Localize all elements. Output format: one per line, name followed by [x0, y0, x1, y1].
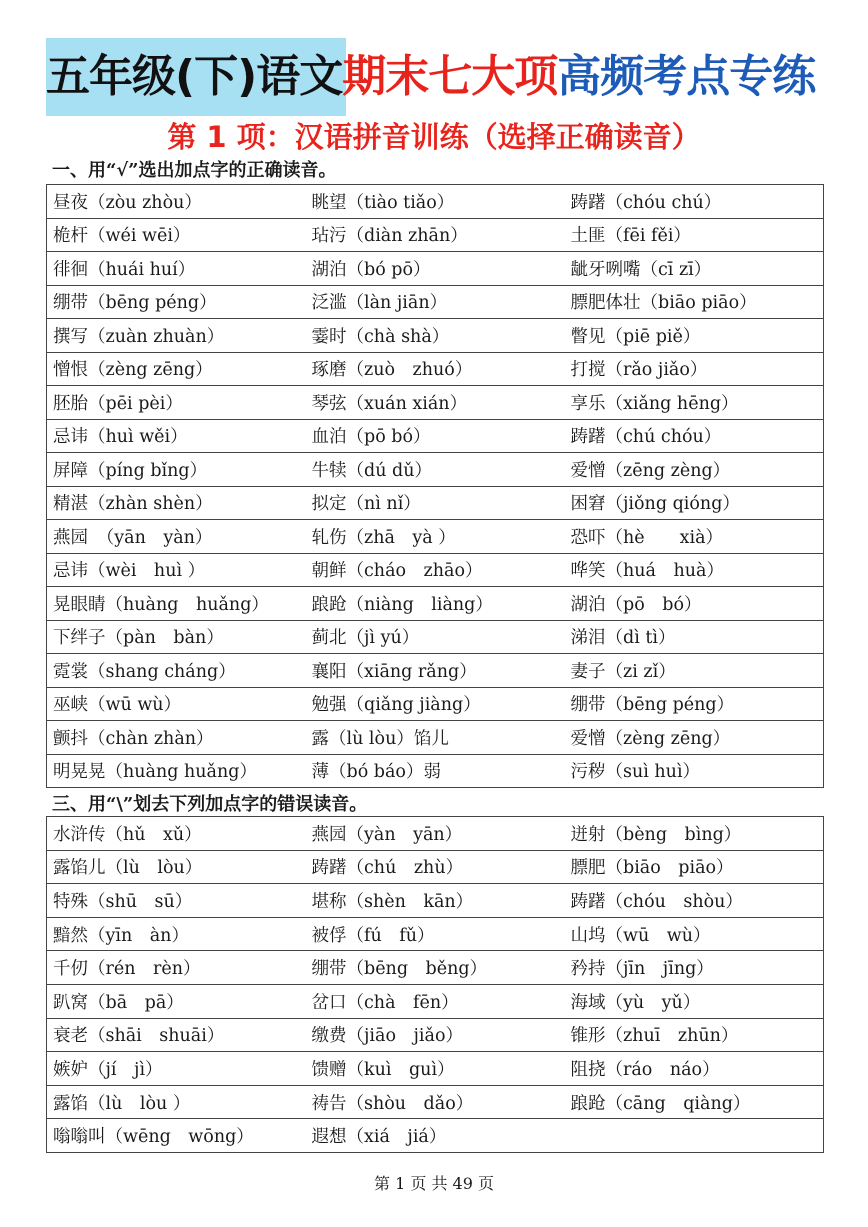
word-cell: 琢磨（zuò zhuó） [306, 352, 565, 386]
table-row [47, 654, 824, 688]
word-cell: 祷告（shòu dǎo） [306, 1085, 565, 1119]
word-cell: 被俘（fú fǔ） [306, 917, 565, 951]
word-cell: 踌躇（chóu chú） [565, 185, 824, 219]
title-grade: 五年级(下)语文 [46, 51, 343, 102]
table-row [47, 587, 824, 621]
word-cell: 巫峡（wū wù） [47, 687, 306, 721]
word-cell: 湖泊（pō bó） [565, 587, 824, 621]
word-cell: 踉跄（niàng liàng） [306, 587, 565, 621]
word-cell: 绷带（bēng péng） [565, 687, 824, 721]
word-cell: 黯然（yīn àn） [47, 917, 306, 951]
title-practice: 高频考点专练 [557, 51, 816, 102]
word-cell: 晃眼睛（huàng huǎng） [47, 587, 306, 621]
table-row [47, 319, 824, 353]
word-cell: 徘徊（huái huí） [47, 252, 306, 286]
word-cell: 踌躇（chóu shòu） [565, 884, 824, 918]
section-2-table [46, 816, 824, 1153]
word-cell: 衰老（shāi shuāi） [47, 1018, 306, 1052]
word-cell: 妻子（zi zǐ） [565, 654, 824, 688]
table-row [47, 917, 824, 951]
word-cell: 燕园（yàn yān） [306, 817, 565, 851]
word-cell: 绷带（bēng běng） [306, 951, 565, 985]
title-banner [46, 38, 832, 116]
word-cell: 山坞（wū wù） [565, 917, 824, 951]
word-cell: 露馅儿（lù lòu） [47, 850, 306, 884]
table-row [47, 817, 824, 851]
word-cell: 精湛（zhàn shèn） [47, 486, 306, 520]
page-subtitle: 第 1 项：汉语拼音训练（选择正确读音） [167, 120, 701, 154]
word-cell: 霓裳（shang cháng） [47, 654, 306, 688]
word-cell: 遐想（xiá jiá） [306, 1119, 565, 1153]
word-cell: 忌讳（wèi huì ） [47, 553, 306, 587]
word-cell: 颤抖（chàn zhàn） [47, 721, 306, 755]
table-row [47, 721, 824, 755]
word-cell: 露馅（lù lòu ） [47, 1085, 306, 1119]
word-cell: 瞥见（piē piě） [565, 319, 824, 353]
table-row [47, 520, 824, 554]
word-cell: 堪称（shèn kān） [306, 884, 565, 918]
word-cell: 燕园 （yān yàn） [47, 520, 306, 554]
word-cell: 岔口（chà fēn） [306, 984, 565, 1018]
table-row [47, 1018, 824, 1052]
word-cell: 打搅（rǎo jiǎo） [565, 352, 824, 386]
title-exam: 期末七大项 [342, 51, 558, 102]
table-row [47, 218, 824, 252]
word-cell: 霎时（chà shà） [306, 319, 565, 353]
word-cell: 哗笑（huá huà） [565, 553, 824, 587]
table-row [47, 687, 824, 721]
word-cell: 爱憎（zèng zēng） [565, 721, 824, 755]
word-cell: 涕泪（dì tì） [565, 620, 824, 654]
table-row [47, 620, 824, 654]
word-cell: 忌讳（huì wěi） [47, 419, 306, 453]
word-cell: 琴弦（xuán xián） [306, 386, 565, 420]
word-cell: 勉强（qiǎng jiàng） [306, 687, 565, 721]
word-cell: 锥形（zhuī zhūn） [565, 1018, 824, 1052]
word-cell: 千仞（rén rèn） [47, 951, 306, 985]
page-number: 第 1 页 共 49 页 [374, 1174, 494, 1193]
word-cell: 污秽（suì huì） [565, 754, 824, 788]
table-row [47, 1085, 824, 1119]
word-cell: 撰写（zuàn zhuàn） [47, 319, 306, 353]
word-cell: 困窘（jiǒng qióng） [565, 486, 824, 520]
word-cell: 恐吓（hè xià） [565, 520, 824, 554]
section-1-heading: 一、用“√”选出加点字的正确读音。 [52, 160, 337, 181]
table-row [47, 252, 824, 286]
word-cell: 嗡嗡叫（wēng wōng） [47, 1119, 306, 1153]
word-cell: 膘肥体壮（biāo piāo） [565, 285, 824, 319]
word-cell: 泛滥（làn jiān） [306, 285, 565, 319]
word-cell: 龇牙咧嘴（cī zī） [565, 252, 824, 286]
table-row [47, 453, 824, 487]
word-cell: 昼夜（zòu zhòu） [47, 185, 306, 219]
word-cell: 血泊（pō bó） [306, 419, 565, 453]
word-cell: 玷污（diàn zhān） [306, 218, 565, 252]
word-cell: 趴窝（bā pā） [47, 984, 306, 1018]
word-cell: 膘肥（biāo piāo） [565, 850, 824, 884]
word-cell: 眺望（tiào tiǎo） [306, 185, 565, 219]
word-cell: 馈赠（kuì guì） [306, 1052, 565, 1086]
word-cell: 憎恨（zèng zēng） [47, 352, 306, 386]
word-cell: 蓟北（jì yú） [306, 620, 565, 654]
word-cell: 绷带（bēng péng） [47, 285, 306, 319]
word-cell: 牛犊（dú dǔ） [306, 453, 565, 487]
word-cell: 湖泊（bó pō） [306, 252, 565, 286]
word-cell: 拟定（nì nǐ） [306, 486, 565, 520]
table-row [47, 352, 824, 386]
word-cell: 海域（yù yǔ） [565, 984, 824, 1018]
word-cell: 下绊子（pàn bàn） [47, 620, 306, 654]
word-cell: 迸射（bèng bìng） [565, 817, 824, 851]
table-row [47, 754, 824, 788]
table-row [47, 1052, 824, 1086]
word-cell: 胚胎（pēi pèi） [47, 386, 306, 420]
table-row [47, 951, 824, 985]
word-cell: 阻挠（ráo náo） [565, 1052, 824, 1086]
word-cell: 薄（bó báo）弱 [306, 754, 565, 788]
table-row [47, 553, 824, 587]
word-cell: 轧伤（zhā yà ） [306, 520, 565, 554]
table-row [47, 850, 824, 884]
word-cell: 缴费（jiāo jiǎo） [306, 1018, 565, 1052]
table-row [47, 419, 824, 453]
table-row [47, 984, 824, 1018]
table-row [47, 386, 824, 420]
word-cell: 特殊（shū sū） [47, 884, 306, 918]
word-cell: 嫉妒（jí jì） [47, 1052, 306, 1086]
word-cell: 踉跄（cāng qiàng） [565, 1085, 824, 1119]
word-cell: 享乐（xiǎng hēng） [565, 386, 824, 420]
section-2-heading: 三、用“\”划去下列加点字的错误读音。 [52, 794, 368, 815]
word-cell: 襄阳（xiāng rǎng） [306, 654, 565, 688]
table-row [47, 884, 824, 918]
word-cell: 踌躇（chú zhù） [306, 850, 565, 884]
word-cell: 水浒传（hǔ xǔ） [47, 817, 306, 851]
table-row [47, 1119, 824, 1153]
table-row [47, 185, 824, 219]
word-cell: 土匪（fēi fěi） [565, 218, 824, 252]
word-cell: 朝鲜（cháo zhāo） [306, 553, 565, 587]
word-cell: 屏障（píng bǐng） [47, 453, 306, 487]
table-row [47, 486, 824, 520]
word-cell: 爱憎（zēng zèng） [565, 453, 824, 487]
section-1-table [46, 184, 824, 788]
page-title [46, 44, 815, 110]
word-cell: 露（lù lòu）馅儿 [306, 721, 565, 755]
table-row [47, 285, 824, 319]
word-cell: 桅杆（wéi wēi） [47, 218, 306, 252]
word-cell: 矜持（jīn jīng） [565, 951, 824, 985]
word-cell [565, 1119, 824, 1153]
word-cell: 踌躇（chú chóu） [565, 419, 824, 453]
word-cell: 明晃晃（huàng huǎng） [47, 754, 306, 788]
